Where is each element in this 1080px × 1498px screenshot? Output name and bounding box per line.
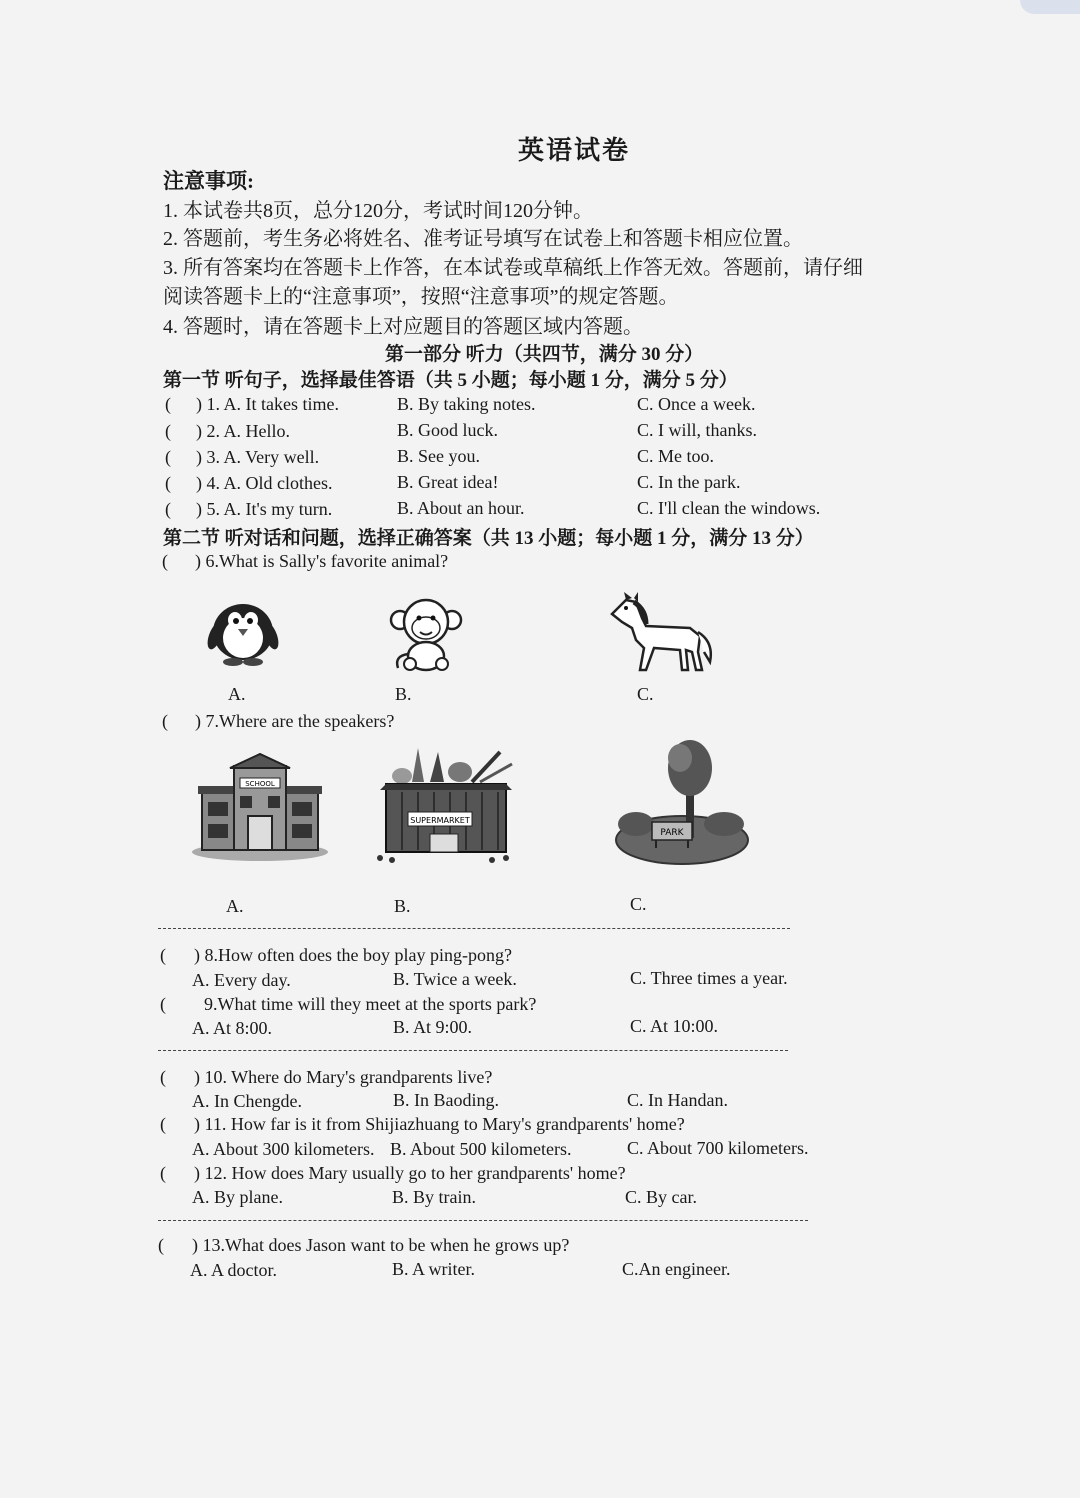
divider [158,928,790,929]
answer-bracket: ( [165,394,171,414]
option-b: B. At 9:00. [393,1017,473,1037]
answer-bracket: ( [162,551,168,571]
supermarket-sign: SUPERMARKET [410,816,470,825]
answer-bracket: ( [165,447,171,467]
option-label: A. [226,896,244,916]
answer-bracket: ( [165,473,171,493]
answer-bracket: ( [158,1235,164,1255]
option-a: A. About 300 kilometers. [192,1139,375,1159]
answer-bracket: ( [165,499,171,519]
option-label: C. [630,894,647,914]
question-option-a: ) 1. A. It takes time. [196,394,339,414]
option-c: C. Me too. [637,446,715,466]
option-c: C. At 10:00. [630,1016,719,1036]
option-b: B. By train. [392,1187,476,1207]
section2-title: 第二节 听对话和问题，选择正确答案（共 13 小题；每小题 1 分，满分 13 分） [163,528,814,549]
question-7: ) 7.Where are the speakers? [195,711,395,731]
section1-title: 第一节 听句子，选择最佳答语（共 5 小题；每小题 1 分，满分 5 分） [163,370,738,391]
part1-title: 第一部分 听力（共四节，满分 30 分） [385,344,704,365]
option-label: C. [637,684,654,704]
option-c: C. I'll clean the windows. [637,498,821,518]
notice-line: 2. 答题前，考生务必将姓名、准考证号填写在试卷上和答题卡相应位置。 [163,228,803,250]
option-b: B. Twice a week. [393,969,517,989]
option-b: B. A writer. [392,1259,476,1279]
option-label: A. [228,684,246,704]
option-a: A. A doctor. [190,1260,278,1280]
option-c: C. I will, thanks. [637,420,757,440]
option-c: C. By car. [625,1187,697,1207]
question-13: ) 13.What does Jason want to be when he grows up? [192,1235,570,1255]
notice-line: 4. 答题时，请在答题卡上对应题目的答题区域内答题。 [163,316,643,338]
answer-bracket: ( [162,711,168,731]
question-option-a: ) 4. A. Old clothes. [196,473,333,493]
option-label: B. [394,896,411,916]
divider [158,1220,808,1221]
question-option-a: ) 2. A. Hello. [196,421,290,441]
question-12: ) 12. How does Mary usually go to her grandparents' home? [194,1163,626,1183]
notice-line: 阅读答题卡上的“注意事项”，按照“注意事项”的规定答题。 [163,286,679,308]
park-sign: PARK [660,828,684,838]
option-c: C. Once a week. [637,394,756,414]
answer-bracket: ( [160,1163,166,1183]
option-b: B. About an hour. [397,498,525,518]
answer-bracket: ( [160,945,166,965]
option-c: C. In the park. [637,472,741,492]
option-a: A. In Chengde. [192,1091,302,1111]
option-c: C. Three times a year. [630,968,788,988]
option-b: B. Great idea! [397,472,499,492]
notice-heading: 注意事项: [163,169,254,193]
option-b: B. By taking notes. [397,394,536,414]
option-label: B. [395,684,412,704]
option-b: B. Good luck. [397,420,498,440]
question-option-a: ) 3. A. Very well. [196,447,320,467]
park-picture [612,738,752,868]
option-b: B. In Baoding. [393,1090,499,1110]
answer-bracket: ( [160,1114,166,1134]
option-b: B. See you. [397,446,480,466]
option-a: A. Every day. [192,970,291,990]
option-c: C. In Handan. [627,1090,728,1110]
question-9: 9.What time will they meet at the sports park? [204,994,537,1014]
divider [158,1050,788,1051]
school-sign: SCHOOL [245,780,275,788]
option-b: B. About 500 kilometers. [390,1139,572,1159]
question-6: ) 6.What is Sally's favorite animal? [195,551,449,571]
question-8: ) 8.How often does the boy play ping-pong? [194,945,512,965]
answer-bracket: ( [165,421,171,441]
notice-line: 1. 本试卷共8页，总分120分，考试时间120分钟。 [163,200,593,222]
question-10: ) 10. Where do Mary's grandparents live? [194,1067,493,1087]
option-c: C. About 700 kilometers. [627,1138,809,1158]
school-picture [190,752,330,862]
answer-bracket: ( [160,994,166,1014]
supermarket-picture [372,742,520,866]
question-option-a: ) 5. A. It's my turn. [196,499,333,519]
penguin-picture [205,596,281,666]
answer-bracket: ( [160,1067,166,1087]
page-title: 英语试卷 [518,136,631,165]
monkey-picture [388,598,464,672]
horse-picture [606,592,718,676]
option-a: A. By plane. [192,1187,283,1207]
option-c: C.An engineer. [622,1259,731,1279]
question-11: ) 11. How far is it from Shijiazhuang to Mary's grandparents' home? [194,1114,685,1134]
notice-line: 3. 所有答案均在答题卡上作答，在本试卷或草稿纸上作答无效。答题前，请仔细 [163,257,863,279]
scan-corner-mark [1020,0,1080,14]
option-a: A. At 8:00. [192,1018,273,1038]
